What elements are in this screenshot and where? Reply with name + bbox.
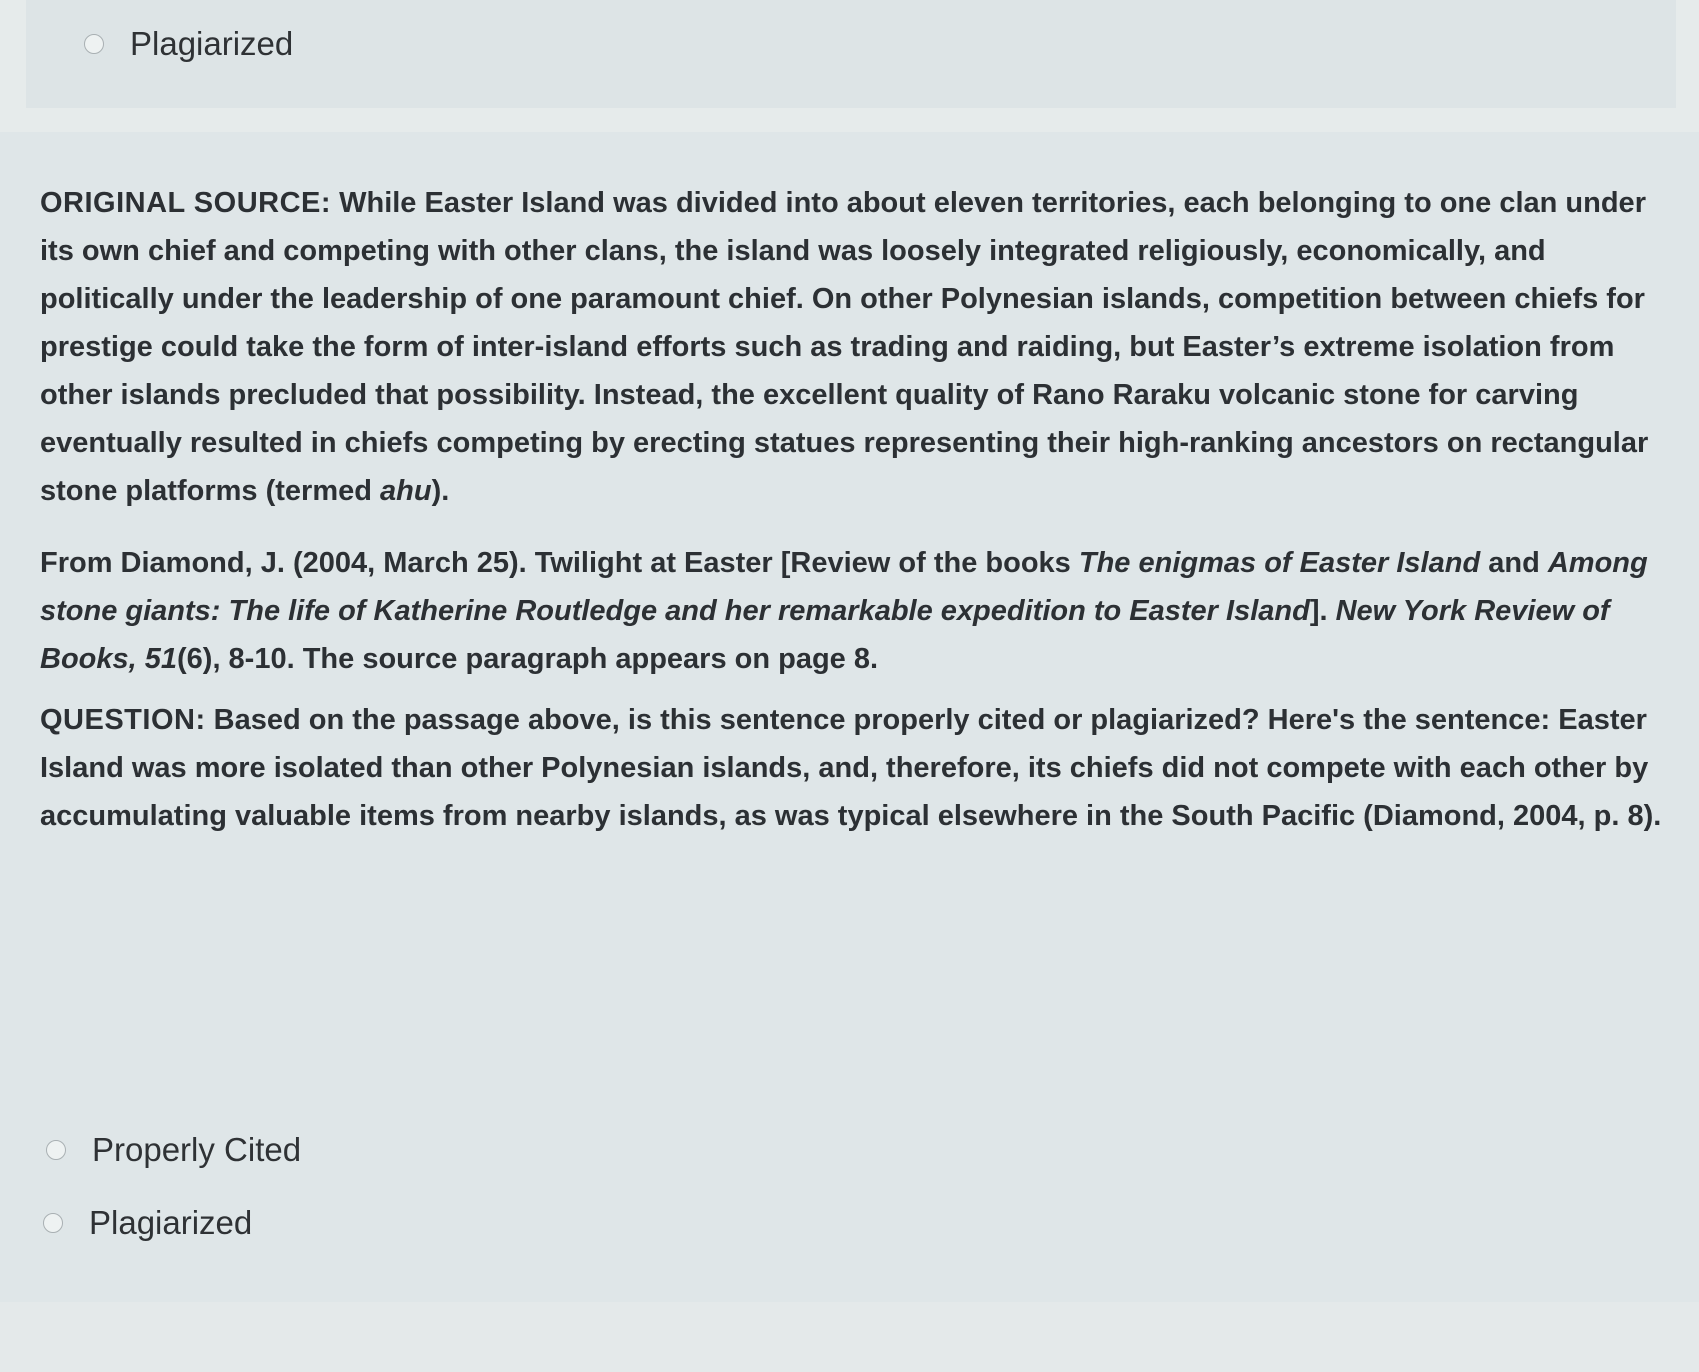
original-source-label: ORIGINAL SOURCE: xyxy=(40,187,332,219)
citation-paragraph xyxy=(40,539,1665,683)
term-ahu: ahu xyxy=(380,475,432,507)
radio-button[interactable] xyxy=(84,34,104,54)
option-label: Properly Cited xyxy=(92,1131,302,1168)
citation-pages: (6), 8-10. The source paragraph appears on page 8. xyxy=(177,643,879,675)
question-text: Based on the passage above, is this sentence properly cited or plagiarized? Here's the sentence: Easter Island was more isolated than other Polynesian islands, and, therefore, its chiefs did not compete with each other by accumulating valuable items from nearby islands, as was typical elsewhere in the South Pacific (Diamond, 2004, p. 8). xyxy=(40,704,1662,832)
citation-bracket: ]. xyxy=(1309,595,1336,627)
radio-button[interactable] xyxy=(43,1213,63,1233)
option-plagiarized[interactable] xyxy=(43,1204,252,1242)
citation-and: and xyxy=(1480,547,1548,579)
citation-text: From Diamond, J. (2004, March 25). Twilight at Easter [Review of the books xyxy=(40,547,1079,579)
original-source-paragraph xyxy=(40,179,1665,515)
original-source-text: While Easter Island was divided into about eleven territories, each belonging to one clan under its own chief and competing with other clans, the island was loosely integrated religiously, economically, and politically under the leadership of one paramount chief. On other Polynesian islands, competition between chiefs for prestige could take the form of inter-island efforts such as trading and raiding, but Easter’s extreme isolation from other islands precluded that possibility. Instead, the excellent quality of Rano Raraku volcanic stone for carving eventually resulted in chiefs competing by erecting statues representing their high-ranking ancestors on rectangular stone platforms (termed xyxy=(40,187,1649,507)
original-source-text-end: ). xyxy=(431,475,450,507)
citation-journal: New York Review of Books, 51 xyxy=(40,595,1610,675)
previous-option-plagiarized[interactable] xyxy=(84,25,293,63)
page-bottom-strip xyxy=(0,1302,1699,1372)
citation-book1: The enigmas of Easter Island xyxy=(1078,547,1481,579)
option-label: Plagiarized xyxy=(130,25,294,62)
option-properly-cited[interactable] xyxy=(46,1131,301,1169)
citation-book2: Among stone giants: The life of Katherine Routledge and her remarkable expedition to Easter Island xyxy=(40,547,1648,627)
question-paragraph xyxy=(40,696,1665,840)
question-label: QUESTION: xyxy=(40,704,206,736)
radio-button[interactable] xyxy=(46,1140,66,1160)
option-label: Plagiarized xyxy=(89,1204,253,1241)
